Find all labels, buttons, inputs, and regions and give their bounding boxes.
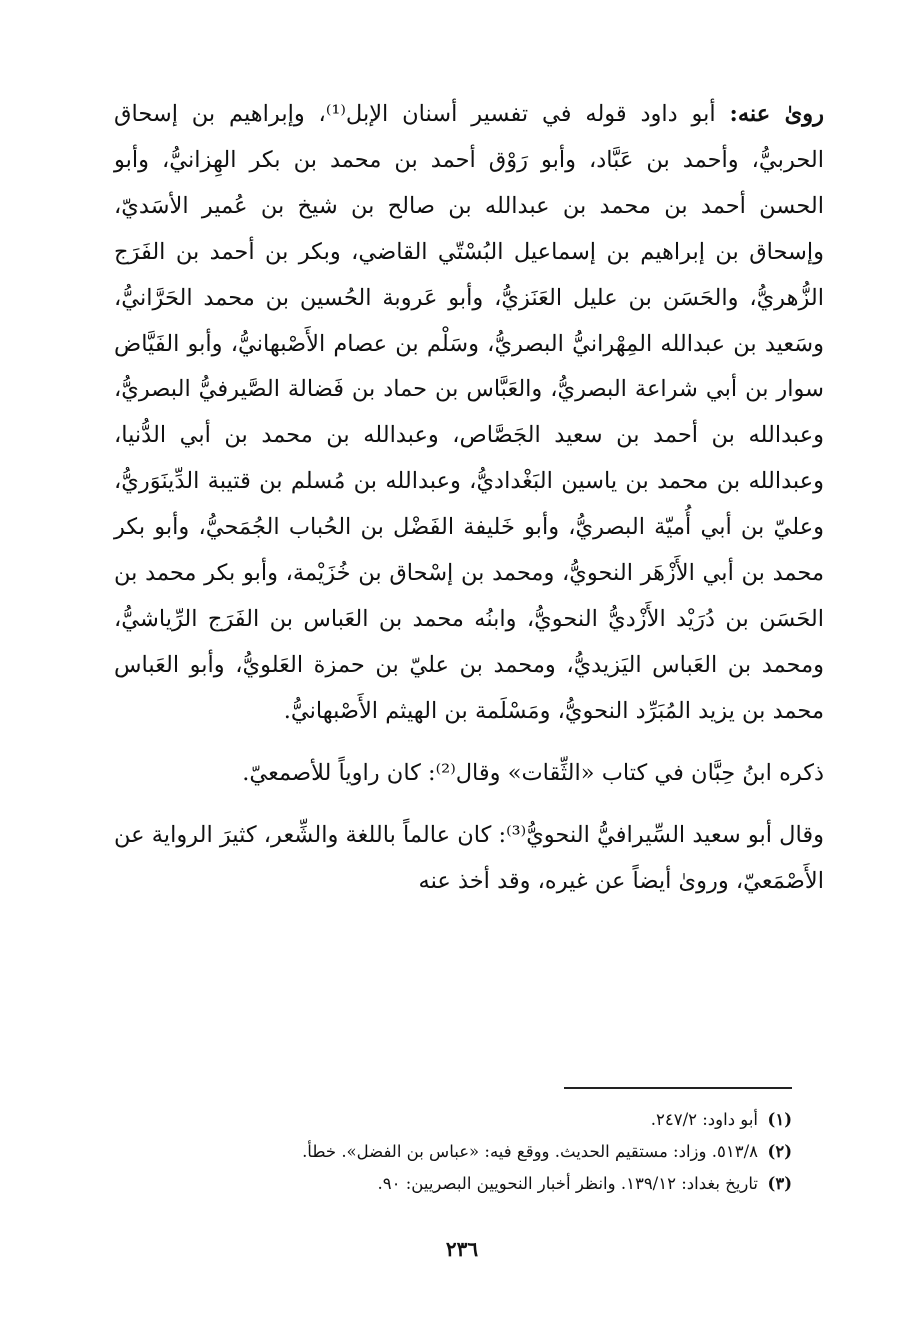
footnotes xyxy=(102,1104,792,1200)
footnote-3 xyxy=(102,1168,792,1200)
footnote-divider xyxy=(564,1087,792,1089)
footnote-text: تاريخ بغداد: ١٣٩/١٢. وانظر أخبار النحويين البصريين: ٩٠. xyxy=(377,1174,758,1193)
paragraph-narrators xyxy=(114,92,824,735)
footnote-number: (٢) xyxy=(767,1142,792,1161)
body-text xyxy=(114,92,824,904)
page-number: ٢٣٦ xyxy=(445,1237,479,1261)
paragraph-text: وقال أبو سعيد السِّيرافيُّ النحويُّ⁽³⁾: كان عالماً باللغة والشِّعر، كثيرَ الرواية عن الأَصْمَعيّ، وروىٰ أيضاً عن غيره، وقد أخذ عنه xyxy=(114,821,825,894)
footnote-1 xyxy=(102,1104,792,1136)
footnote-text: ٥١٣/٨. وزاد: مستقيم الحديث. ووقع فيه: «عباس بن الفضل». خطأ. xyxy=(302,1142,758,1161)
paragraph-sirafi xyxy=(114,813,824,905)
paragraph-text: ذكره ابنُ حِبَّان في كتاب «الثِّقات» وقال⁽²⁾: كان راوياً للأصمعيّ. xyxy=(242,759,824,786)
footnote-number: (٣) xyxy=(767,1174,792,1193)
footnote-number: (١) xyxy=(767,1110,792,1129)
footnote-2 xyxy=(102,1136,792,1168)
footnote-text: أبو داود: ٢٤٧/٢. xyxy=(650,1110,758,1129)
paragraph-lead: روىٰ عنه: xyxy=(729,101,824,127)
paragraph-ibn-hibban xyxy=(114,751,824,797)
paragraph-text: أبو داود قوله في تفسير أسنان الإبل⁽¹⁾، وإبراهيم بن إسحاق الحربيُّ، وأحمد بن عَبَّاد، وأبو رَوْق أحمد بن محمد بن بكر الهِزانيُّ، وأبو الحسن أحمد بن محمد بن عبدالله بن صالح بن شيخ بن عُمير الأسَديّ، وإسحاق بن إبراهيم بن إسماعيل البُسْتّي القاضي، وبكر بن أحمد بن الفَرَج الزُّهريُّ، والحَسَن بن عليل العَنَزيُّ، وأبو عَروبة الحُسين بن محمد الحَرَّانيُّ، وسَعيد بن عبدالله المِهْرانيُّ البصريُّ، وسَلْم بن عصام الأَصْبهانيُّ، وأبو الفَيَّاض سوار بن أبي شراعة البصريُّ، والعَبَّاس بن حماد بن فَضالة الصَّيرفيُّ البصريُّ، وعبدالله بن أحمد بن سعيد الجَصَّاص، وعبدالله بن محمد بن أبي الدُّنيا، وعبدالله بن محمد بن ياسين البَغْداديُّ، وعبدالله بن مُسلم بن قتيبة الدِّينَوَريُّ، وعليّ بن أبي أُميّة البصريُّ، وأبو خَليفة الفَضْل بن الحُباب الجُمَحيُّ، وأبو بكر محمد بن أبي الأَزْهَر النحويُّ، ومحمد بن إسْحاق بن خُزَيْمة، وأبو بكر محمد بن الحَسَن بن دُرَيْد الأَزْديُّ النحويُّ، وابنُه محمد بن العَباس بن الفَرَج الرِّياشيُّ، ومحمد بن العَباس اليَزيديُّ، ومحمد بن عليّ بن حمزة العَلويُّ، وأبو العَباس محمد بن يزيد المُبَرِّد النحويُّ، ومَسْلَمة بن الهيثم الأَصْبهانيُّ. xyxy=(114,101,824,724)
